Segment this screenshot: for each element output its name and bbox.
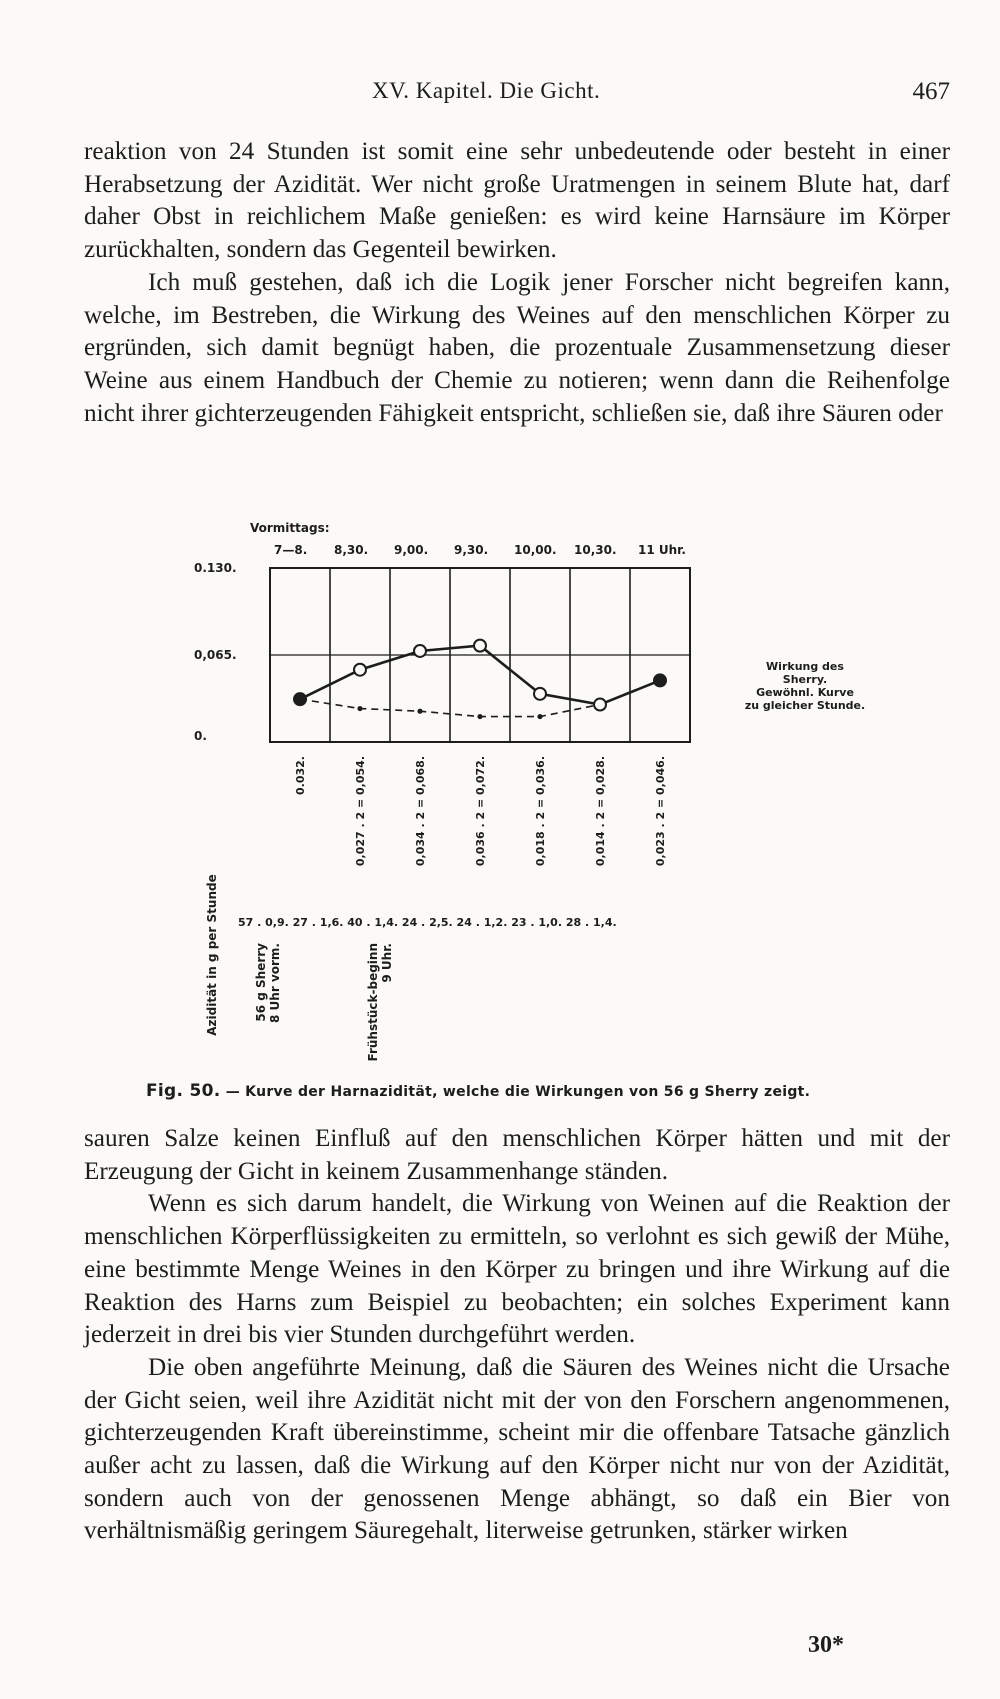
value-label: 0,023 . 2 = 0,046. — [654, 756, 667, 867]
data-point-normal — [417, 709, 422, 714]
chapter-title: XV. Kapitel. Die Gicht. — [372, 78, 601, 103]
acidity-chart — [194, 520, 960, 1080]
paragraph: reaktion von 24 Stunden ist somit eine sehr unbedeutende oder besteht in einer Herabsetzung der Azidität. Wer nicht große Uratmengen in seinem Blute hat, darf daher Obst in reichlichem Maße genießen: es wird keine Harnsäure im Körper zurückhalten, sondern das Gegenteil bewirken. — [84, 138, 950, 264]
x-tick-label: 9,30. — [454, 543, 489, 557]
annotation-breakfast: 9 Uhr. — [380, 943, 394, 983]
data-point-sherry — [414, 645, 426, 657]
value-label: 0,027 . 2 = 0,054. — [354, 756, 367, 867]
value-label: 0,036 . 2 = 0,072. — [474, 756, 487, 867]
y-tick-label: 0. — [194, 729, 207, 743]
data-point-sherry — [354, 664, 366, 676]
body-text-bottom — [84, 1123, 950, 1548]
legend-normal: zu gleicher Stunde. — [744, 699, 866, 712]
x-tick-label: 10,00. — [514, 543, 557, 557]
data-point-sherry — [474, 640, 486, 652]
value-label: 0,034 . 2 = 0,068. — [414, 756, 427, 867]
paragraph: Die oben angeführte Meinung, daß die Säuren des Weines nicht die Ursache der Gicht seien, weil ihre Azidität nicht mit der von den Forschern angenommenen, gichterzeugenden Kraft übereinstimme, scheint mir die offenbare Tatsache gänzlich außer acht zu lassen, daß die Wirkung auf den Körper nicht nur von der Azidität, sondern auch von der genossenen Menge abhängt, so daß ein Bier von verhältnismäßig geringem Säuregehalt, literweise getrunken, stärker wirken — [84, 1353, 950, 1545]
paragraph: Ich muß gestehen, daß ich die Logik jener Forscher nicht begreifen kann, welche, im Bestreben, die Wirkung des Weines auf den menschlichen Körper zu ergründen, sich damit begnügt haben, die prozentuale Zusammensetzung dieser Weine aus einem Handbuch der Chemie zu notieren; wenn dann die Reihenfolge nicht ihrer gichterzeugenden Fähigkeit entspricht, schließen sie, daß ihre Säuren oder — [84, 268, 950, 427]
legend-sherry: Sherry. — [782, 673, 828, 686]
x-tick-label: 7—8. — [274, 543, 308, 557]
legend-sherry: Wirkung des — [766, 660, 844, 673]
y-tick-label: 0.130. — [194, 561, 237, 575]
annotation-sherry: 56 g Sherry — [254, 943, 268, 1022]
data-point-normal — [477, 714, 482, 719]
series-line-normal — [300, 680, 660, 716]
x-tick-label: 11 Uhr. — [638, 543, 686, 557]
y-tick-label: 0,065. — [194, 648, 237, 662]
data-point-sherry — [594, 699, 606, 711]
chart-top-label: Vormittags: — [250, 521, 330, 535]
signature-mark: 30* — [808, 1632, 844, 1658]
x-tick-label: 10,30. — [574, 543, 617, 557]
figure-caption — [146, 1081, 810, 1101]
volume-row: 57 . 0,9. 27 . 1,6. 40 . 1,4. 24 . 2,5. 24 . 1,2. 23 . 1,0. 28 . 1,4. — [238, 916, 617, 929]
data-point-normal — [357, 706, 362, 711]
data-point-sherry — [294, 693, 306, 705]
paragraph: sauren Salze keinen Einfluß auf den menschlichen Körper hätten und mit der Erzeugung der Gicht in keinem Zusammenhange ständen. — [84, 1125, 950, 1185]
value-label: 0,018 . 2 = 0,036. — [534, 756, 547, 867]
x-tick-label: 9,00. — [394, 543, 429, 557]
data-point-sherry — [534, 688, 546, 700]
caption-label: Fig. 50. — [146, 1081, 221, 1101]
legend-normal: Gewöhnl. Kurve — [756, 686, 854, 699]
body-text-top — [84, 136, 950, 430]
paragraph: Wenn es sich darum handelt, die Wirkung von Weinen auf die Reaktion der menschlichen Körperflüssigkeiten zu ermitteln, so verlohnt es sich gewiß der Mühe, eine bestimmte Menge Weines in den Körper zu bringen und ihre Wirkung auf die Reaktion des Harns zum Beispiel zu beobachten; ein solches Experiment kann jederzeit in drei bis vier Stunden durchgeführt werden. — [84, 1190, 950, 1349]
annotation-sherry: 8 Uhr vorm. — [268, 943, 282, 1023]
x-tick-label: 8,30. — [334, 543, 369, 557]
data-point-sherry — [654, 674, 666, 686]
page-number: 467 — [912, 78, 950, 105]
annotation-breakfast: Frühstück-beginn — [366, 943, 380, 1062]
running-header — [84, 78, 950, 112]
caption-text: — Kurve der Harnazidität, welche die Wirkungen von 56 g Sherry zeigt. — [225, 1084, 811, 1100]
value-label: 0,014 . 2 = 0,028. — [594, 756, 607, 867]
figure-50 — [194, 520, 960, 1100]
data-point-normal — [537, 714, 542, 719]
y-axis-label: Azidität in g per Stunde — [205, 874, 219, 1036]
value-label: 0.032. — [294, 756, 307, 795]
